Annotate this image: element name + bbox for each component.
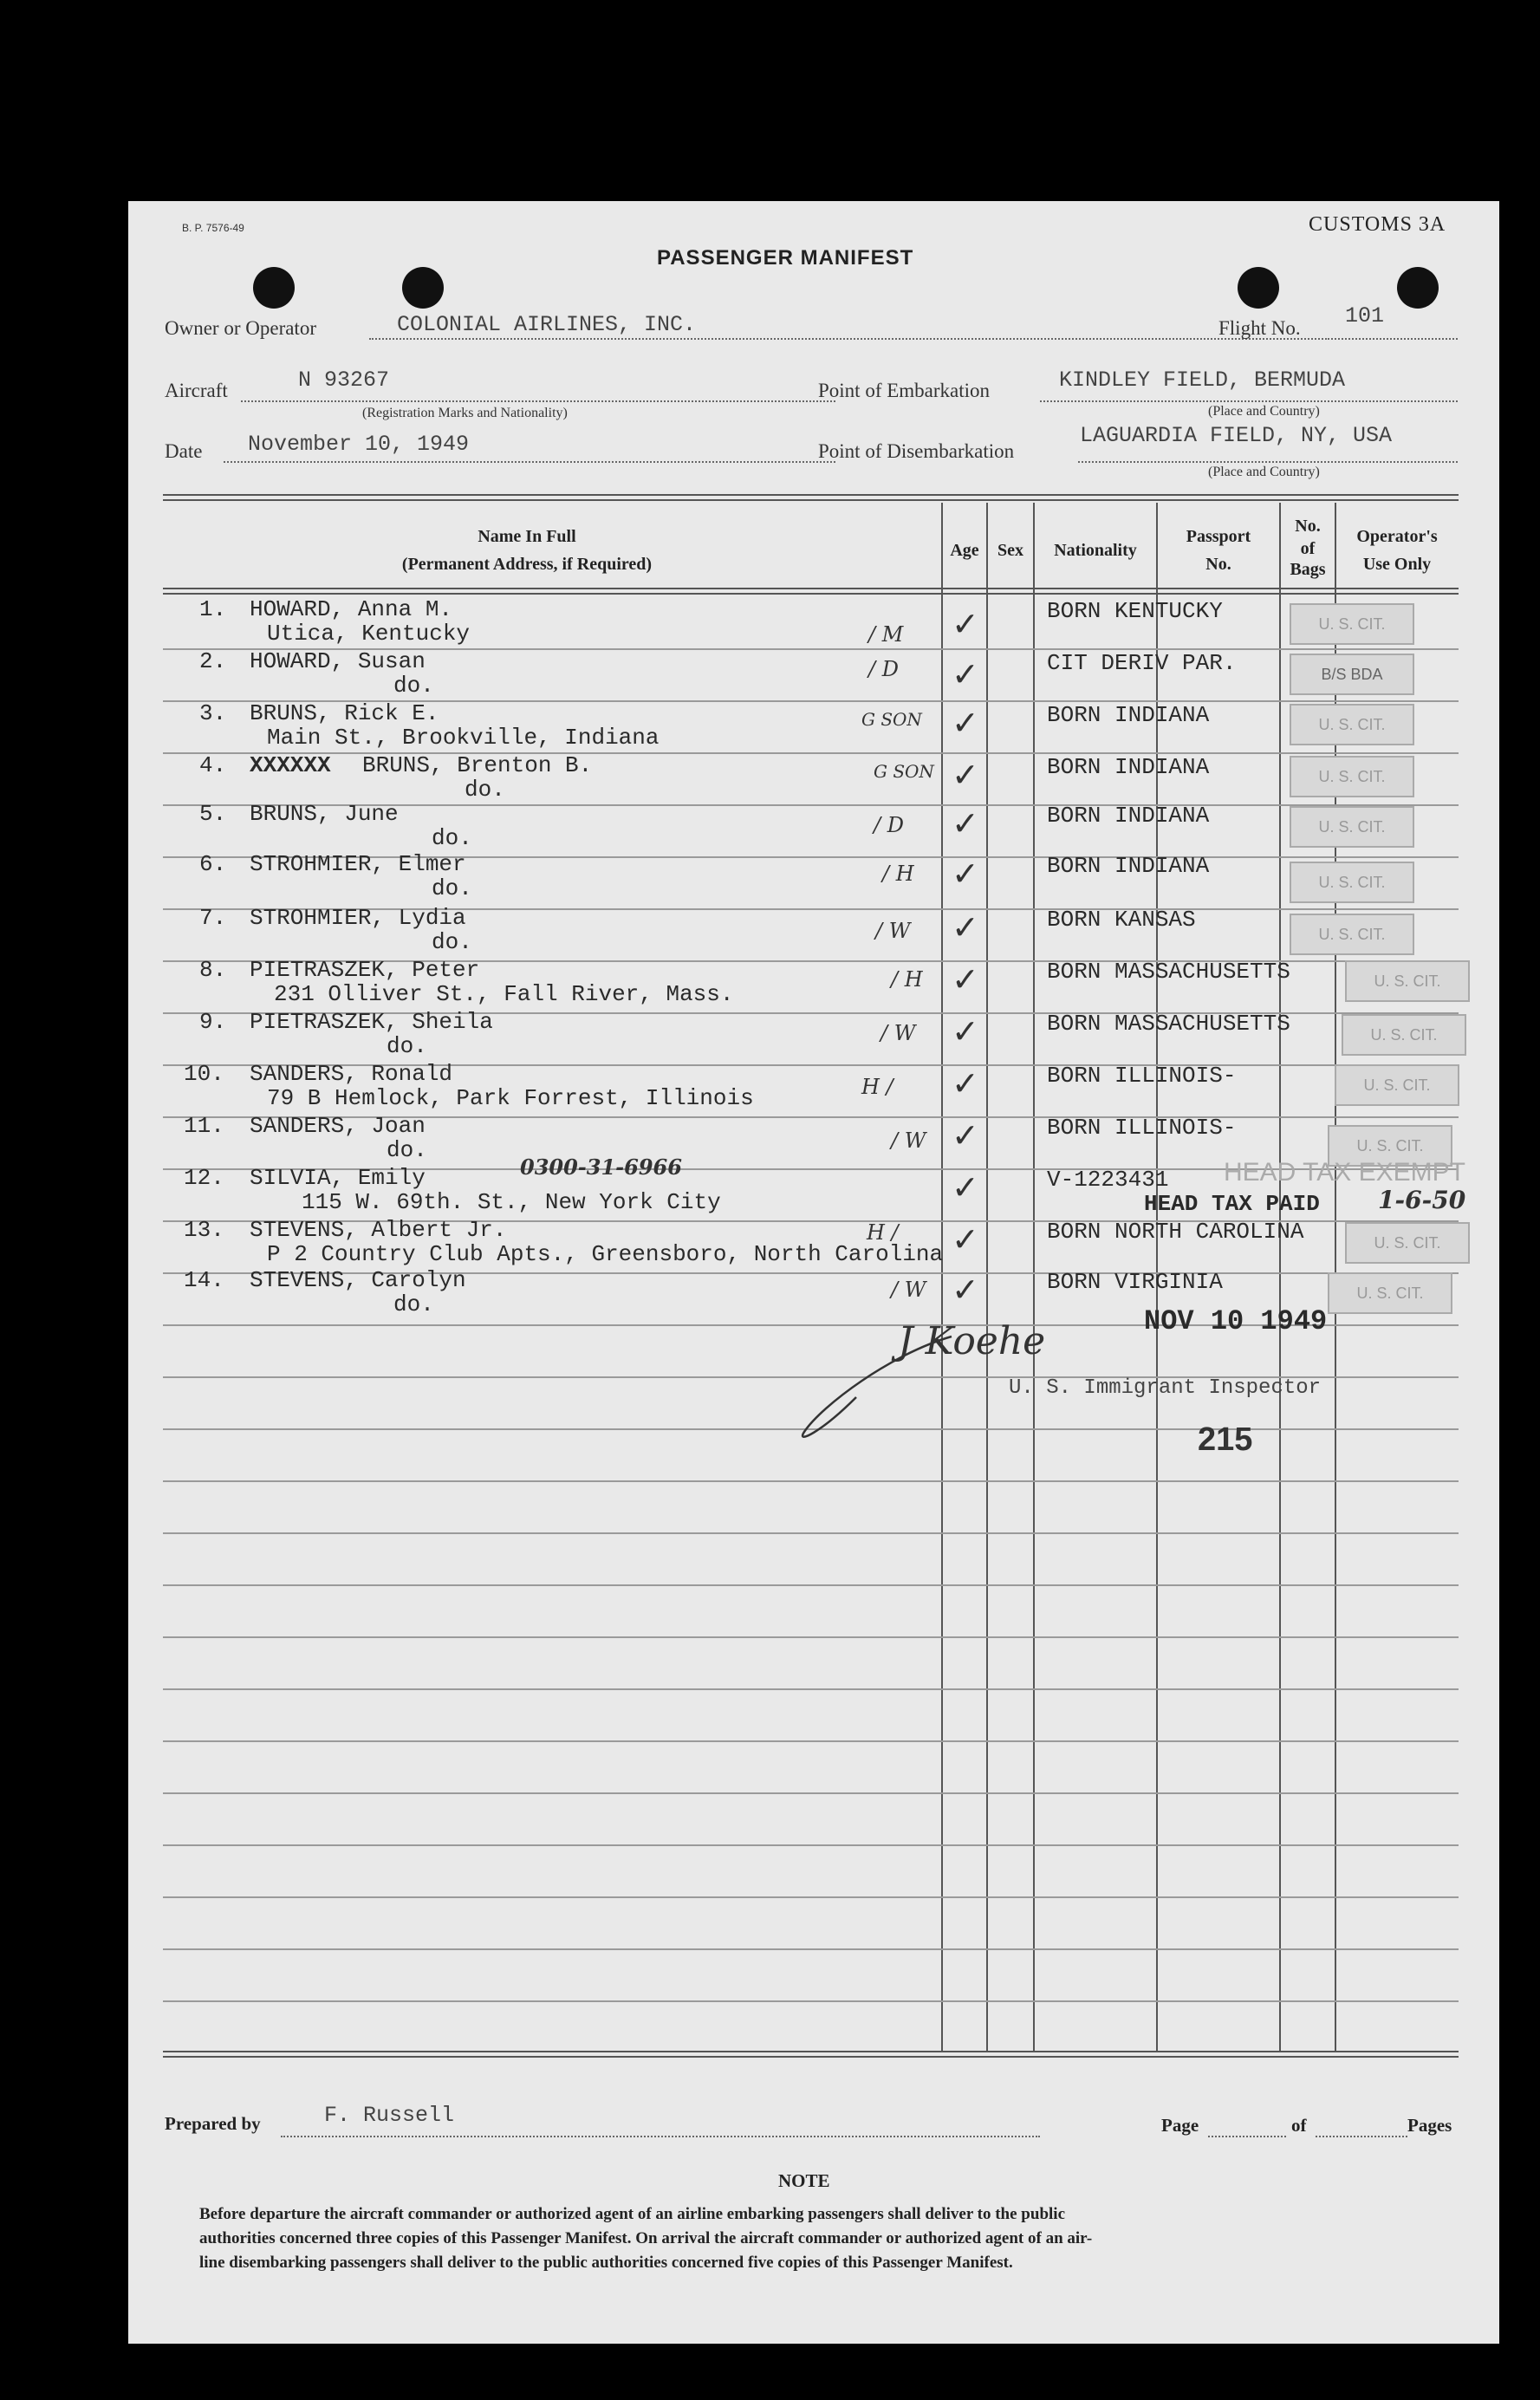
passenger-name: SANDERS, Ronald (250, 1061, 453, 1087)
ledger-rule-line (163, 1480, 1459, 1482)
owner-label: Owner or Operator (165, 317, 316, 339)
passenger-name: SANDERS, Joan (250, 1113, 426, 1139)
row-number: 7. (199, 905, 227, 931)
punch-hole (253, 267, 295, 309)
header-name: Name In Full (478, 527, 576, 546)
ledger-rule-line (163, 1792, 1459, 1794)
nationality: CIT DERIV PAR. (1047, 650, 1237, 676)
nationality: BORN MASSACHUSETTS (1047, 959, 1290, 985)
row-number: 1. (199, 596, 227, 622)
ledger-rule-line (163, 1844, 1459, 1846)
date-value: November 10, 1949 (248, 432, 470, 457)
passenger-name: PIETRASZEK, Sheila (250, 1009, 493, 1035)
nationality: BORN NORTH CAROLINA (1047, 1219, 1304, 1245)
table-bottom-line (163, 2056, 1459, 2058)
ledger-rule-line (163, 1740, 1459, 1742)
aircraft-sublabel: (Registration Marks and Nationality) (362, 406, 568, 420)
strikeout-text: XXXXXX (250, 752, 331, 778)
disembark-sublabel: (Place and Country) (1208, 465, 1320, 479)
age-mark: / D (868, 657, 899, 681)
inspection-date-stamp: NOV 10 1949 (1144, 1305, 1328, 1337)
handwritten-note: 0300-31-6966 (520, 1154, 682, 1180)
passenger-name: BRUNS, Rick E. (250, 700, 439, 726)
table-top-line (163, 494, 1459, 496)
age-mark: H / (867, 1220, 899, 1245)
nationality: BORN INDIANA (1047, 853, 1210, 879)
embark-value: KINDLEY FIELD, BERMUDA (1059, 367, 1346, 393)
row-number: 10. (184, 1061, 224, 1087)
passenger-address: P 2 Country Club Apts., Greensboro, North Carolina (267, 1241, 944, 1267)
manifest-page (128, 201, 1499, 2344)
ledger-rule-line (163, 1948, 1459, 1950)
disembark-label: Point of Disembarkation (818, 440, 1015, 462)
flight-label: Flight No. (1218, 317, 1301, 339)
status-stamp: U. S. CIT. (1328, 1125, 1452, 1167)
nationality: BORN INDIANA (1047, 754, 1210, 780)
prepared-value: F. Russell (324, 2103, 455, 2128)
note-text: Before departure the aircraft commander or authorized agent of an airline embarking passengers shall deliver to the public (199, 2205, 1066, 2223)
age-mark: / W (880, 1021, 916, 1045)
passenger-address: 115 W. 69th. St., New York City (302, 1189, 721, 1215)
head-tax-stamp: HEAD TAX PAID (1144, 1191, 1320, 1217)
passenger-address: do. (387, 1137, 427, 1163)
row-number: 2. (199, 648, 227, 674)
status-stamp: U. S. CIT. (1328, 1272, 1452, 1314)
col-divider (941, 503, 943, 2052)
check-mark-icon: ✓ (952, 908, 979, 946)
prepared-dotted-line (281, 2136, 1040, 2137)
status-stamp: U. S. CIT. (1345, 1222, 1470, 1264)
check-mark-icon: ✓ (952, 960, 979, 998)
ledger-rule-line (163, 1584, 1459, 1586)
check-mark-icon: ✓ (952, 756, 979, 794)
age-mark: / H (891, 967, 923, 992)
status-stamp: U. S. CIT. (1290, 756, 1414, 797)
owner-dotted-line (369, 338, 1329, 340)
status-stamp: U. S. CIT. (1335, 1064, 1459, 1106)
nationality: BORN KANSAS (1047, 907, 1196, 933)
status-stamp: U. S. CIT. (1290, 704, 1414, 745)
row-number: 9. (199, 1009, 227, 1035)
passenger-name: STROHMIER, Elmer (250, 851, 466, 877)
of-dotted-line (1316, 2136, 1407, 2137)
passenger-name: STEVENS, Carolyn (250, 1267, 466, 1293)
status-stamp: U. S. CIT. (1290, 862, 1414, 903)
punch-hole (1238, 267, 1279, 309)
aircraft-value: N 93267 (298, 367, 390, 393)
status-stamp: U. S. CIT. (1290, 914, 1414, 955)
nationality: BORN VIRGINIA (1047, 1269, 1223, 1295)
table-bottom-line (163, 2051, 1459, 2052)
check-mark-icon: ✓ (952, 655, 979, 693)
nationality: BORN MASSACHUSETTS (1047, 1011, 1290, 1037)
disembark-value: LAGUARDIA FIELD, NY, USA (1080, 423, 1393, 448)
header-bags: No. (1295, 517, 1321, 536)
check-mark-icon: ✓ (952, 1012, 979, 1050)
age-mark: / M (868, 622, 904, 647)
head-tax-exempt-stamp: HEAD TAX EXEMPT (1224, 1158, 1465, 1187)
nationality: BORN INDIANA (1047, 803, 1210, 829)
flight-value: 101 (1345, 303, 1385, 328)
page-dotted-line (1208, 2136, 1286, 2137)
header-operator: Operator's (1356, 527, 1438, 546)
note-text: line disembarking passengers shall deliver to the public authorities concerned five copies of this Passenger Manifest. (199, 2254, 1013, 2272)
pages-label: Pages (1407, 2115, 1452, 2136)
customs-label: CUSTOMS 3A (1309, 213, 1446, 236)
age-mark: / H (882, 862, 914, 886)
table-top-line (163, 499, 1459, 501)
aircraft-label: Aircraft (165, 380, 228, 401)
row-number: 6. (199, 851, 227, 877)
passenger-name: PIETRASZEK, Peter (250, 957, 480, 983)
passenger-address: Main St., Brookville, Indiana (267, 725, 660, 751)
check-mark-icon: ✓ (952, 1168, 979, 1207)
row-number: 4. (199, 752, 227, 778)
passenger-name: BRUNS, June (250, 801, 399, 827)
check-mark-icon: ✓ (952, 704, 979, 742)
nationality: BORN INDIANA (1047, 702, 1210, 728)
col-divider (1279, 503, 1281, 2052)
age-mark: / D (874, 813, 904, 837)
stamp-number: 215 (1198, 1421, 1253, 1458)
row-number: 3. (199, 700, 227, 726)
ledger-rule-line (163, 1532, 1459, 1534)
punch-hole (1397, 267, 1439, 309)
passenger-address: do. (432, 825, 472, 851)
header-passport-sub: No. (1205, 555, 1231, 574)
inspector-signature: J Koehe (898, 1319, 1046, 1363)
ledger-rule-line (163, 1636, 1459, 1638)
passenger-address: do. (432, 929, 472, 955)
head-tax-date: 1-6-50 (1378, 1186, 1466, 1214)
aircraft-dotted-line (241, 400, 835, 402)
passenger-address: do. (432, 875, 472, 901)
ledger-rule-line (163, 752, 1459, 754)
status-stamp: B/S BDA (1290, 654, 1414, 695)
row-number: 12. (184, 1165, 224, 1191)
passenger-name: SILVIA, Emily (250, 1165, 426, 1191)
embark-label: Point of Embarkation (818, 380, 991, 401)
note-title: NOTE (778, 2170, 830, 2191)
nationality: BORN ILLINOIS- (1047, 1063, 1237, 1089)
prepared-label: Prepared by (165, 2113, 261, 2134)
signature-flourish (787, 1319, 960, 1449)
date-dotted-line (224, 461, 835, 463)
age-mark: / W (891, 1278, 926, 1302)
date-label: Date (165, 440, 203, 462)
passenger-address: Utica, Kentucky (267, 621, 471, 647)
passenger-address: do. (387, 1033, 427, 1059)
row-number: 8. (199, 957, 227, 983)
passenger-address: 231 Olliver St., Fall River, Mass. (274, 981, 734, 1007)
check-mark-icon: ✓ (952, 804, 979, 842)
form-number: B. P. 7576-49 (182, 222, 244, 234)
check-mark-icon: ✓ (952, 605, 979, 643)
check-mark-icon: ✓ (952, 1064, 979, 1102)
passenger-name: HOWARD, Susan (250, 648, 426, 674)
header-operator-sub: Use Only (1362, 555, 1432, 574)
col-divider (1033, 503, 1035, 2052)
header-name-sub: (Permanent Address, if Required) (401, 555, 653, 574)
age-mark: H / (861, 1075, 893, 1099)
check-mark-icon: ✓ (952, 1116, 979, 1154)
check-mark-icon: ✓ (952, 1271, 979, 1309)
passenger-name: HOWARD, Anna M. (250, 596, 453, 622)
flight-dotted-line (1328, 338, 1458, 340)
passenger-address: do. (465, 777, 505, 803)
row-number: 11. (184, 1113, 224, 1139)
passenger-name: BRUNS, Brenton B. (362, 752, 593, 778)
embark-sublabel: (Place and Country) (1208, 404, 1320, 419)
inspector-title: U. S. Immigrant Inspector (1009, 1376, 1322, 1400)
ledger-rule-line (163, 2000, 1459, 2002)
header-nationality: Nationality (1054, 541, 1137, 560)
header-bags: of (1300, 539, 1316, 558)
passenger-name: STEVENS, Albert Jr. (250, 1217, 507, 1243)
col-divider (986, 503, 988, 2052)
nationality: BORN KENTUCKY (1047, 598, 1223, 624)
punch-hole (402, 267, 444, 309)
of-label: of (1291, 2115, 1307, 2136)
passenger-address: do. (393, 673, 434, 699)
note-text: authorities concerned three copies of this Passenger Manifest. On arrival the aircraft commander or authorized agent of an air- (199, 2229, 1093, 2247)
age-mark: / W (875, 919, 911, 943)
header-bags: Bags (1290, 560, 1326, 579)
owner-value: COLONIAL AIRLINES, INC. (397, 312, 697, 337)
header-age: Age (950, 541, 979, 560)
header-sex: Sex (997, 541, 1023, 560)
age-mark: G SON (861, 709, 922, 730)
form-title: PASSENGER MANIFEST (657, 246, 914, 270)
nationality: BORN ILLINOIS- (1047, 1115, 1237, 1141)
age-mark: / W (891, 1128, 926, 1153)
passport-number: V-1223431 (1047, 1167, 1169, 1193)
check-mark-icon: ✓ (952, 855, 979, 893)
status-stamp: U. S. CIT. (1290, 806, 1414, 848)
passenger-address: 79 B Hemlock, Park Forrest, Illinois (267, 1085, 754, 1111)
check-mark-icon: ✓ (952, 1220, 979, 1259)
passenger-name: STROHMIER, Lydia (250, 905, 466, 931)
header-bottom-line (163, 588, 1459, 589)
header-bottom-line (163, 593, 1459, 595)
page-label: Page (1161, 2115, 1199, 2136)
disembark-dotted-line (1078, 461, 1458, 463)
ledger-rule-line (163, 1896, 1459, 1898)
row-number: 14. (184, 1267, 224, 1293)
status-stamp: U. S. CIT. (1345, 960, 1470, 1002)
passenger-address: do. (393, 1291, 434, 1317)
status-stamp: U. S. CIT. (1342, 1014, 1466, 1056)
embark-dotted-line (1040, 400, 1458, 402)
age-mark: G SON (874, 761, 934, 782)
row-number: 13. (184, 1217, 224, 1243)
row-number: 5. (199, 801, 227, 827)
status-stamp: U. S. CIT. (1290, 603, 1414, 645)
header-passport: Passport (1186, 527, 1251, 546)
ledger-rule-line (163, 1688, 1459, 1690)
